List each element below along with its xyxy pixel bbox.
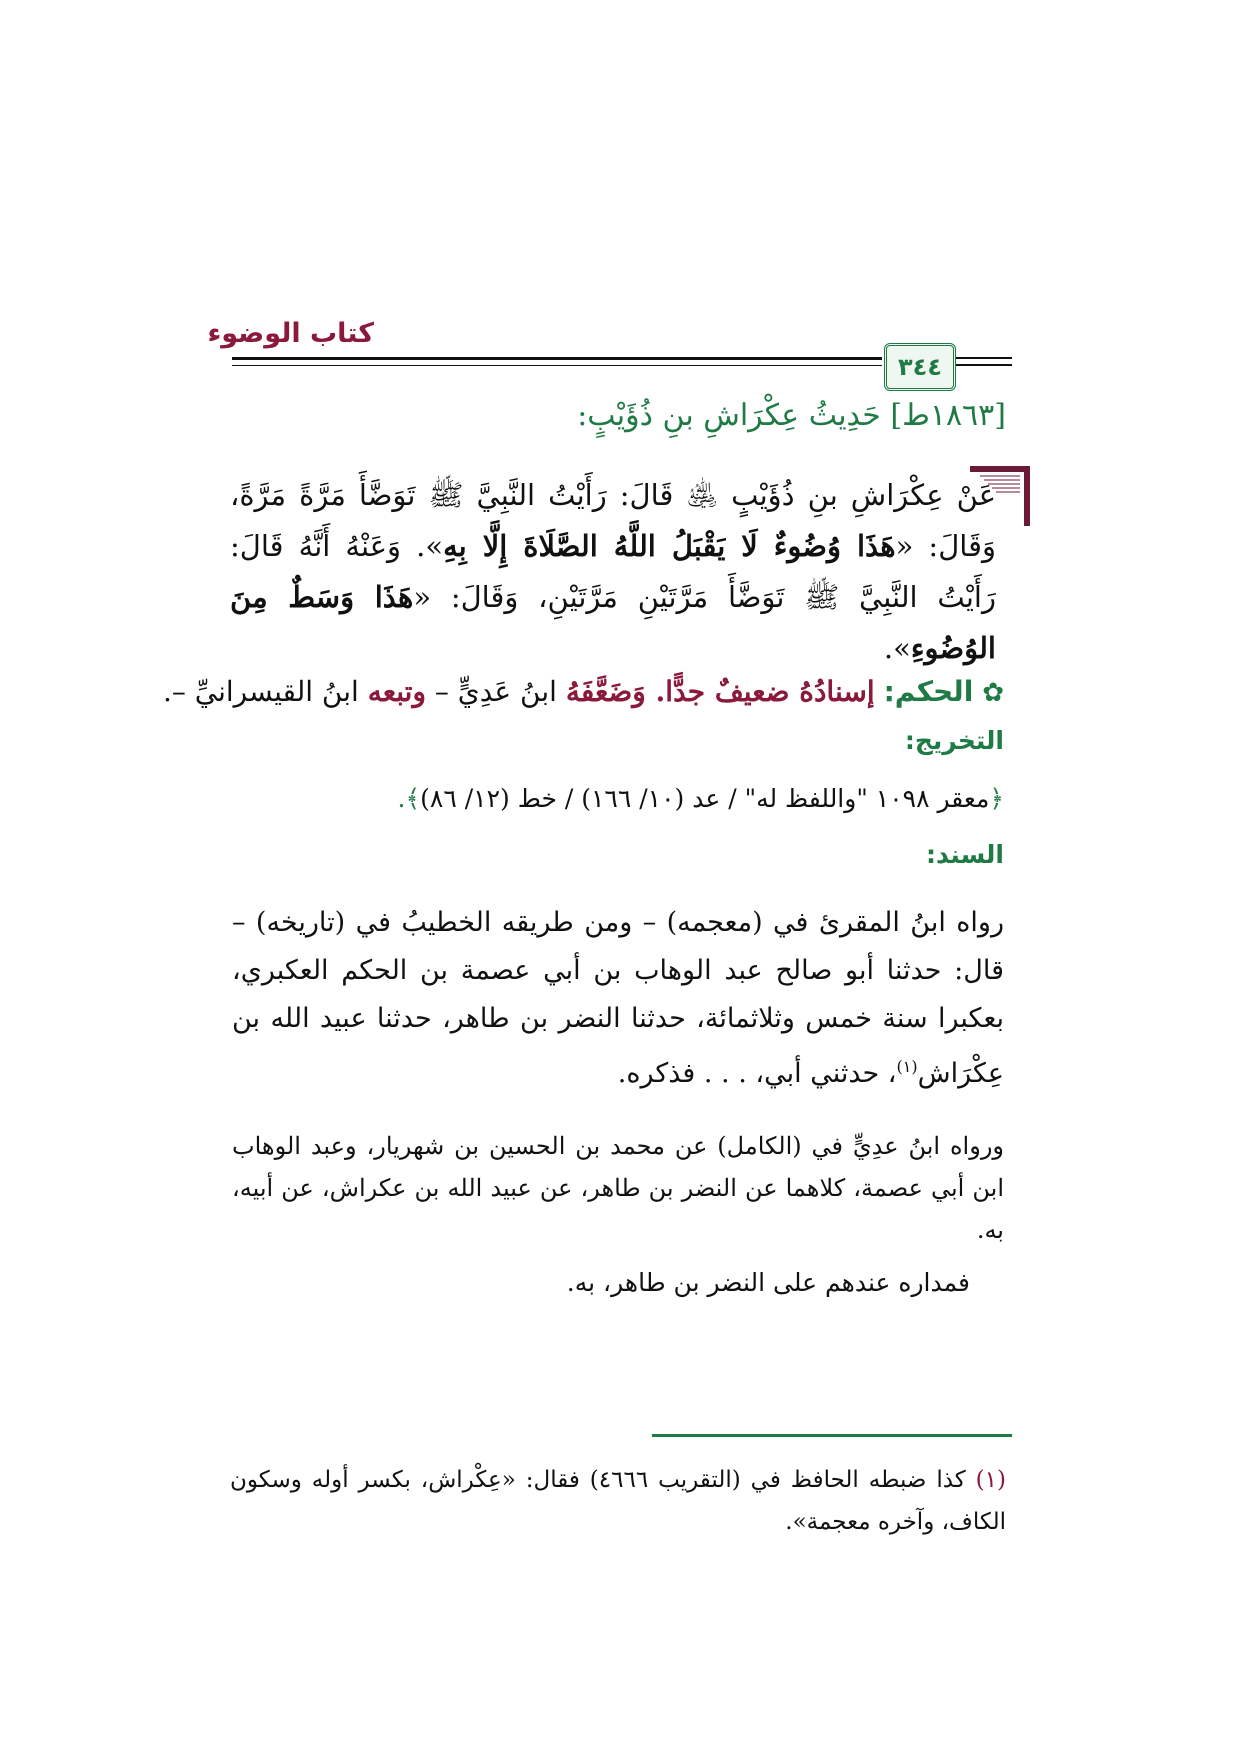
takhrij-references [398, 784, 1004, 813]
sanad-label: السند: [925, 840, 1004, 869]
chapter-title: كتاب الوضوء [207, 318, 374, 349]
hadith-text-part: ». وَعَنْهُ أَنَّهُ قَالَ: رَأَيْتُ النَّبِيَّ ﷺ تَوَضَّأَ مَرَّتَيْنِ مَرَّتَيْنِ، وَقَالَ: « [230, 529, 996, 614]
hadith-text-part: ». [883, 631, 911, 665]
bracket-open: ﴿ [989, 784, 1004, 813]
ruling-text: ابنُ عَدِيٍّ – [426, 675, 566, 708]
header-rule [952, 357, 1012, 359]
ruling-verdict: إسنادُهُ ضعيفٌ جدًّا. وَضَعَّفَهُ [565, 675, 875, 708]
page-number: ٣٤٤ [898, 353, 942, 381]
ruling-follow: وتبعه [367, 675, 426, 708]
hadith-text-part: عَنْ عِكْرَاشِ بنِ ذُؤَيْبٍ ﵁ قَالَ: رَأَيْتُ النَّبِيَّ ﷺ تَوَضَّأَ مَرَّةً مَرَّةً، وَقَالَ: « [230, 478, 996, 563]
page-number-badge [884, 343, 956, 391]
header-rule [952, 364, 1012, 366]
sanad-paragraph-1 [232, 899, 1004, 1098]
footnote-text: كذا ضبطه الحافظ في (التقريب ٤٦٦٦) فقال: «عِكْراش، بكسر أوله وسكون الكاف، وآخره معجمة». [230, 1467, 1006, 1535]
footnote [230, 1459, 1006, 1543]
footnote-separator [652, 1434, 1012, 1437]
hadith-quote-bold: هَذَا وُضُوءٌ لَا يَقْبَلُ اللَّهُ الصَّلَاةَ إِلَّا بِهِ [443, 529, 896, 563]
ruling-label: الحكم: [883, 675, 974, 708]
footnote-ref[interactable]: (١) [896, 1057, 918, 1076]
ruling-text: ابنُ القيسرانيِّ –. [162, 675, 368, 708]
sanad-paragraph-3: فمداره عندهم على النضر بن طاهر، به. [566, 1268, 970, 1297]
header-rule [232, 357, 882, 360]
ruling-line [162, 672, 1004, 713]
hadith-heading: [١٨٦٣ط] حَدِيثُ عِكْرَاشِ بنِ ذُؤَيْبٍ: [577, 398, 1006, 433]
hadith-text [230, 470, 996, 674]
flower-icon: ✿ [982, 678, 1004, 708]
paragraph-text: رواه ابنُ المقرئ في (معجمه) – ومن طريقه الخطيبُ في (تاريخه) – قال: حدثنا أبو صالح عبد الوهاب بن أبي عصمة بن الحكم العكبري، بعكبرا سنة خمس وثلاثمائة، حدثنا النضر بن طاهر، حدثنا عبيد الله بن عِكْرَاش [232, 907, 1004, 1089]
sanad-paragraph-2: ورواه ابنُ عدِيٍّ في (الكامل) عن محمد بن الحسين بن شهريار، وعبد الوهاب ابن أبي عصمة، كلاهما عن النضر بن طاهر، عن عبيد الله بن عكراش، عن أبيه، به. [232, 1132, 1004, 1244]
bracket-close: ﴾. [397, 784, 421, 813]
hadith-quote-bold: هَذَا وَسَطٌ مِنَ الوُضُوءِ [230, 580, 996, 665]
header-rule [232, 365, 882, 366]
paragraph-text: ، حدثني أبي، . . . فذكره. [617, 1058, 897, 1089]
footnote-number: (١) [975, 1467, 1006, 1493]
takhrij-text: معقر ١٠٩٨ "واللفظ له" / عد (١٠/ ١٦٦) / خط (١٢/ ٨٦) [420, 784, 990, 813]
takhrij-label: التخريج: [904, 726, 1004, 755]
